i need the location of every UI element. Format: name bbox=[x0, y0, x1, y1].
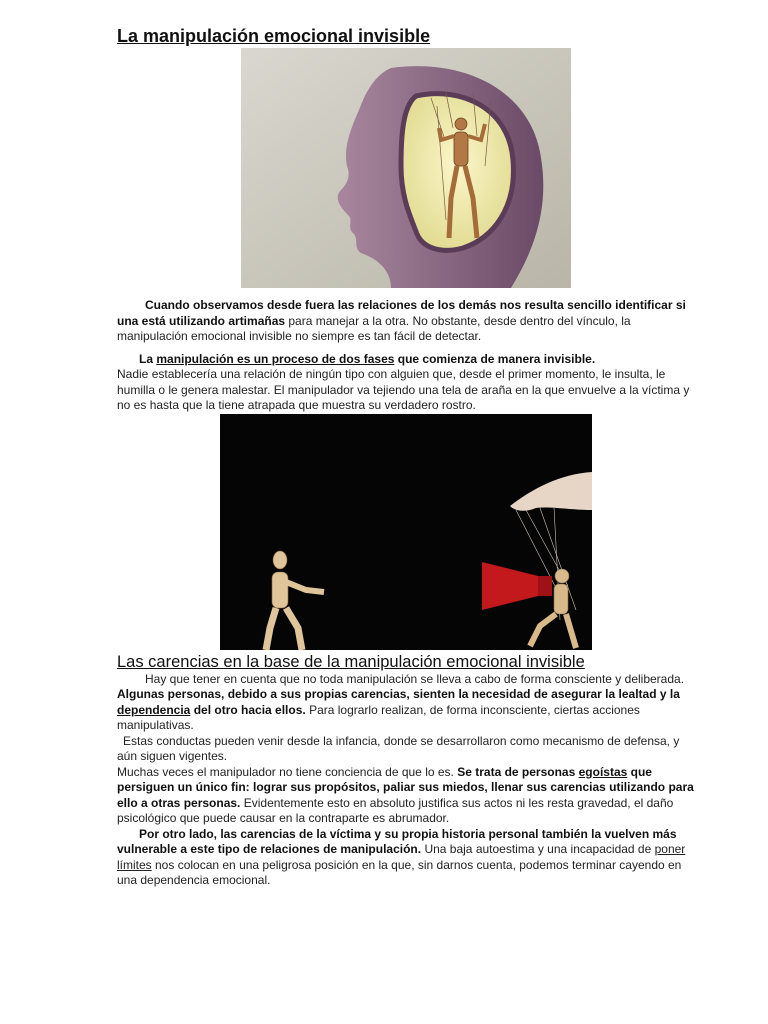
paragraph-4-bold-b: del otro hacia ellos. bbox=[190, 702, 306, 717]
paragraph-2-text: Nadie establecería una relación de ningún tipo con alguien que, desde el primer momento, le insulta, le humilla o le genera malestar. El manipulador va tejiendo una tela de araña en la que envuelve a la víctima y no es hasta que la tiene atrapada que muestra su verdadero rostro. bbox=[117, 367, 690, 412]
link-manipulacion-dos-fases[interactable]: manipulación es un proceso de dos fases bbox=[156, 351, 395, 366]
paragraph-1 bbox=[117, 298, 697, 345]
puppet-megaphone-illustration bbox=[220, 414, 592, 650]
paragraph-3 bbox=[117, 672, 697, 688]
paragraph-1-text: para manejar a la otra. No obstante, desde dentro del vínculo, la manipulación emocional invisible no siempre es tan fácil de detectar. bbox=[117, 313, 631, 343]
head-puppet-illustration bbox=[241, 48, 571, 288]
paragraph-7-text-a: Una baja autoestima y una incapacidad de bbox=[421, 842, 655, 856]
paragraph-4 bbox=[117, 687, 697, 734]
paragraph-7-bold: Por otro lado, las carencias de la víctima y su propia historia personal también la vuelven más vulnerable a este tipo de relaciones de manipulación. bbox=[117, 826, 677, 856]
paragraph-7 bbox=[117, 827, 697, 889]
paragraph-6-text-b: Evidentemente esto en absoluto justifica sus actos ni les resta gravedad, el daño psicológico que puede causar en la contraparte es abrumador. bbox=[117, 795, 674, 825]
paragraph-2-bold-a: La bbox=[139, 351, 157, 366]
paragraph-6-bold-b: que persiguen un único fin: lograr sus propósitos, paliar sus miedos, llenar sus carencias utilizando para ello a otras personas. bbox=[117, 764, 694, 810]
link-egoistas[interactable]: egoístas bbox=[578, 764, 628, 779]
paragraph-6-bold-a: Se trata de personas bbox=[457, 764, 579, 779]
paragraph-2 bbox=[117, 352, 697, 414]
section-2-title: Las carencias en la base de la manipulación emocional invisible bbox=[117, 652, 585, 671]
paragraph-5 bbox=[117, 734, 697, 765]
paragraph-4-text: Para lograrlo realizan, de forma inconsciente, ciertas acciones manipulativas. bbox=[117, 702, 640, 732]
link-dependencia[interactable]: dependencia bbox=[117, 702, 191, 717]
paragraph-4-bold-a: Algunas personas, debido a sus propias carencias, sienten la necesidad de asegurar la lealtad y la bbox=[117, 687, 680, 701]
article bbox=[117, 24, 697, 889]
paragraph-5-text: Estas conductas pueden venir desde la infancia, donde se desarrollaron como mecanismo de defensa, y aún siguen vigentes. bbox=[117, 733, 680, 763]
paragraph-1-bold: Cuando observamos desde fuera las relaciones de los demás nos resulta sencillo identificar si una está utilizando artimañas bbox=[117, 298, 686, 328]
paragraph-7-text-b: nos colocan en una peligrosa posición en la que, sin darnos cuenta, podemos terminar cayendo en una dependencia emocional. bbox=[117, 857, 682, 887]
paragraph-2-bold-b: que comienza de manera invisible. bbox=[394, 351, 596, 366]
paragraph-6-text-a: Muchas veces el manipulador no tiene conciencia de que lo es. bbox=[117, 764, 458, 779]
link-poner-limites[interactable]: poner límites bbox=[117, 842, 686, 872]
paragraph-3-text: Hay que tener en cuenta que no toda manipulación se lleva a cabo de forma consciente y deliberada. bbox=[145, 671, 685, 686]
paragraph-6 bbox=[117, 765, 697, 827]
article-title: La manipulación emocional invisible bbox=[117, 26, 431, 46]
